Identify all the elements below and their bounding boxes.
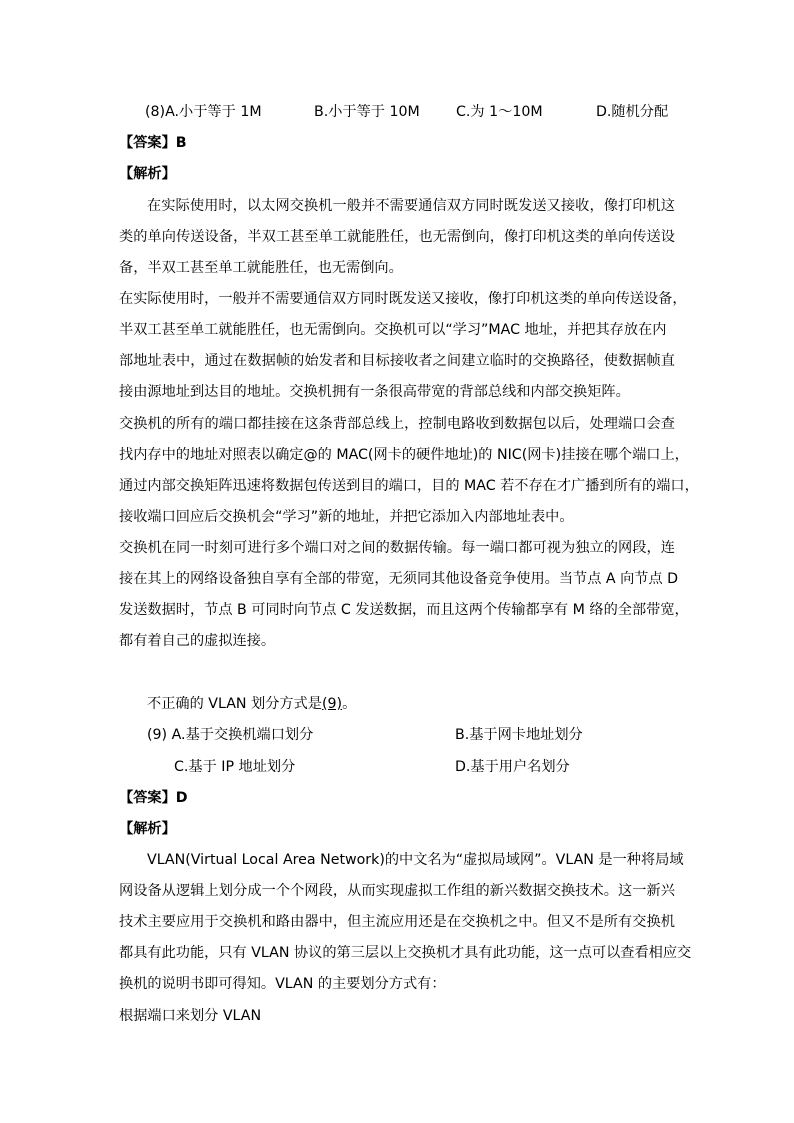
q9-answer: 【答案】D (119, 790, 188, 806)
analysis-line: VLAN(Virtual Local Area Network)的中文名为“虚拟局域网”。VLAN 是一种将局域 (147, 852, 684, 868)
analysis-line: 交换机在同一时刻可进行多个端口对之间的数据传输。每一端口都可视为独立的网段，连 (119, 540, 675, 556)
analysis-line: 交换机的所有的端口都挂接在这条背部总线上，控制电路收到数据包以后，处理端口会查 (119, 416, 675, 432)
q9-option-d: D.基于用户名划分 (455, 759, 570, 775)
q9-stem-end: 。 (342, 696, 357, 712)
analysis-line: 通过内部交换矩阵迅速将数据包传送到目的端口，目的 MAC 若不存在才广播到所有的端口， (119, 478, 699, 494)
q9-option-b: B.基于网卡地址划分 (455, 727, 583, 743)
q8-option-a: (8)A.小于等于 1M (145, 104, 262, 120)
q8-option-c: C.为 1～10M (456, 104, 543, 120)
analysis-line: 技术主要应用于交换机和路由器中，但主流应用还是在交换机之中。但又不是所有交换机 (119, 914, 675, 930)
q8-answer: 【答案】B (119, 135, 187, 151)
q8-analysis-label: 【解析】 (119, 166, 176, 182)
q9-option-c: C.基于 IP 地址划分 (174, 759, 296, 775)
analysis-line: 半双工甚至单工就能胜任，也无需倒向。交换机可以“学习”MAC 地址，并把其存放在内 (119, 322, 667, 338)
analysis-line: 备，半双工甚至单工就能胜任，也无需倒向。 (119, 260, 403, 276)
analysis-line: 接在其上的网络设备独自享有全部的带宽，无须同其他设备竞争使用。当节点 A 向节点 D (119, 571, 679, 587)
analysis-line: 类的单向传送设备，半双工甚至单工就能胜任，也无需倒向，像打印机这类的单向传送设 (119, 229, 675, 245)
analysis-line: 在实际使用时，以太网交换机一般并不需要通信双方同时既发送又接收，像打印机这 (147, 198, 675, 214)
analysis-line: 在实际使用时，一般并不需要通信双方同时既发送又接收，像打印机这类的单向传送设备， (119, 291, 687, 307)
analysis-line: 都有着自己的虚拟连接。 (119, 633, 276, 649)
q8-option-b: B.小于等于 10M (314, 104, 420, 120)
analysis-line: 根据端口来划分 VLAN (119, 1008, 262, 1024)
analysis-line: 都具有此功能，只有 VLAN 协议的第三层以上交换机才具有此功能，这一点可以查看相应交 (119, 945, 692, 961)
q9-analysis-label: 【解析】 (119, 821, 176, 837)
q9-stem-text: 不正确的 VLAN 划分方式是 (147, 696, 322, 712)
analysis-line: 网设备从逻辑上划分成一个个网段，从而实现虚拟工作组的新兴数据交换技术。这一新兴 (119, 883, 675, 899)
analysis-line: 发送数据时，节点 B 可同时向节点 C 发送数据，而且这两个传输都享有 M 络的全部带宽， (119, 602, 689, 618)
analysis-line: 接收端口回应后交换机会“学习”新的地址，并把它添加入内部地址表中。 (119, 509, 574, 525)
q9-blank: (9) (321, 696, 343, 712)
analysis-line: 找内存中的地址对照表以确定@的 MAC(网卡的硬件地址)的 NIC(网卡)挂接在哪个端口上， (119, 447, 689, 463)
analysis-line: 接由源地址到达目的地址。交换机拥有一条很高带宽的背部总线和内部交换矩阵。 (119, 384, 630, 400)
q9-option-a: (9) A.基于交换机端口划分 (147, 727, 314, 743)
analysis-line: 换机的说明书即可得知。VLAN 的主要划分方式有： (119, 976, 446, 992)
q8-option-d: D.随机分配 (596, 104, 669, 120)
q9-stem (147, 694, 356, 714)
analysis-line: 部地址表中，通过在数据帧的始发者和目标接收者之间建立临时的交换路径，使数据帧直 (119, 353, 675, 369)
